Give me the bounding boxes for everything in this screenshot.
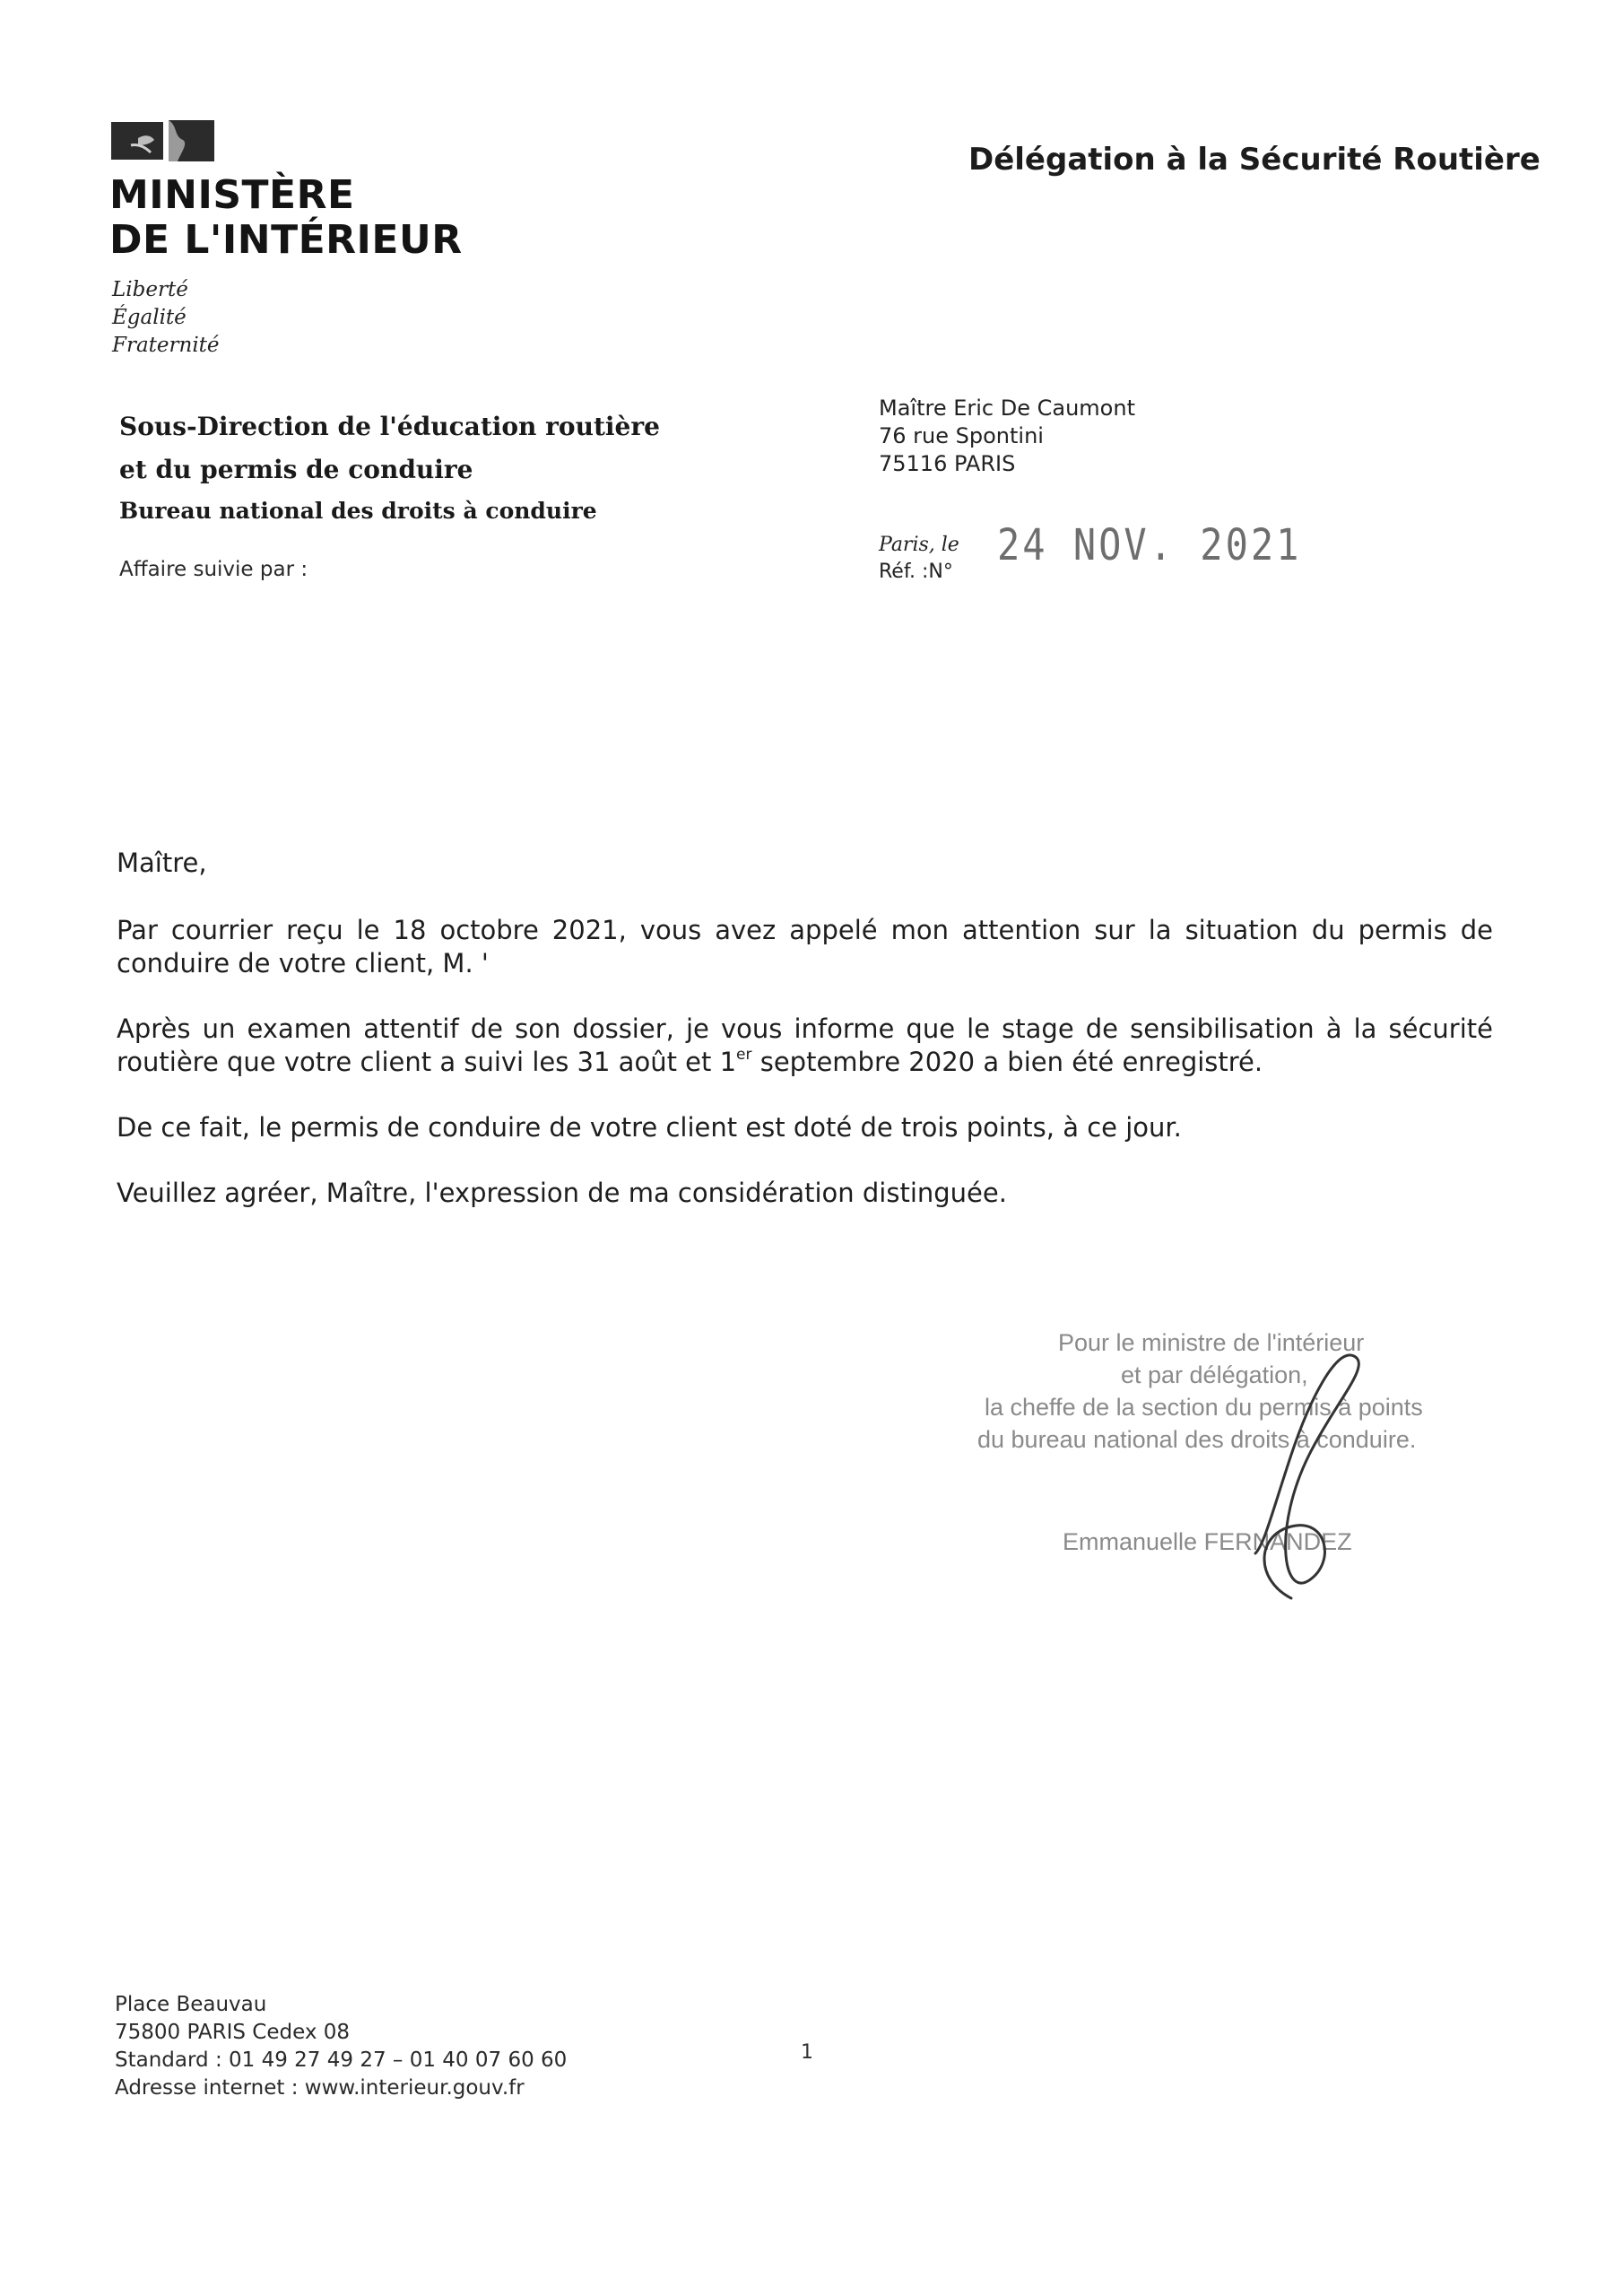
sub-direction-line2: et du permis de conduire — [119, 455, 473, 484]
republic-motto — [112, 276, 220, 360]
paragraph-2-text: Après un examen attentif de son dossier, je vous informe que le stage de sensibilisation à la sécurité routière que votre client a suivi les 31 août et 1 — [117, 1013, 1493, 1077]
sub-direction-line1: Sous-Direction de l'éducation routière — [119, 412, 660, 441]
recipient-city: 75116 PARIS — [879, 451, 1016, 476]
delegation-title: Délégation à la Sécurité Routière — [968, 142, 1541, 178]
recipient-street: 76 rue Spontini — [879, 423, 1044, 448]
paragraph-2-end: septembre 2020 a bien été enregistré. — [751, 1047, 1263, 1077]
motto-egalite: Égalité — [112, 306, 187, 329]
ministry-name — [109, 173, 463, 263]
recipient-address — [879, 395, 1135, 478]
handwritten-signature — [1237, 1347, 1381, 1616]
affaire-suivie: Affaire suivie par : — [119, 558, 308, 581]
signature-line2: et par délégation, — [1121, 1361, 1308, 1388]
signature-line1: Pour le ministre de l'intérieur — [1058, 1329, 1365, 1356]
bureau-name: Bureau national des droits à conduire — [119, 498, 597, 524]
signature-line3: la cheffe de la section du permis à points — [985, 1394, 1423, 1421]
date-stamp: 24 NOV. 2021 — [997, 519, 1302, 570]
dateline — [879, 532, 959, 586]
recipient-name: Maître Eric De Caumont — [879, 396, 1135, 421]
salutation: Maître, — [117, 848, 207, 878]
footer-line2: 75800 PARIS Cedex 08 — [115, 2021, 351, 2044]
footer-line1: Place Beauvau — [115, 1993, 267, 2016]
ministry-logo — [111, 120, 214, 161]
letter-body — [117, 847, 1493, 1242]
closing-formula: Veuillez agréer, Maître, l'expression de ma considération distinguée. — [117, 1178, 1007, 1208]
signature-line4: du bureau national des droits à conduire. — [977, 1426, 1417, 1453]
service-block — [119, 405, 660, 529]
paragraph-2 — [117, 1013, 1493, 1079]
footer-website: Adresse internet : www.interieur.gouv.fr — [115, 2076, 525, 2100]
signature-block — [968, 1329, 1506, 1625]
footer-phone: Standard : 01 49 27 49 27 – 01 40 07 60 60 — [115, 2048, 568, 2072]
ministry-name-line2: DE L'INTÉRIEUR — [109, 217, 463, 263]
motto-liberte: Liberté — [112, 278, 188, 301]
place-date-label: Paris, le — [879, 534, 959, 556]
paragraph-3: De ce fait, le permis de conduire de votre client est doté de trois points, à ce jour. — [117, 1112, 1182, 1143]
ministry-name-line1: MINISTÈRE — [109, 172, 355, 218]
ordinal-suffix: er — [736, 1046, 752, 1064]
signatory-name: Emmanuelle FERNANDEZ — [1063, 1528, 1352, 1555]
motto-fraternite: Fraternité — [112, 334, 220, 357]
paragraph-1: Par courrier reçu le 18 octobre 2021, vous avez appelé mon attention sur la situation du permis de conduire de votre client, M. ' — [117, 915, 1493, 978]
footer-address — [115, 1991, 567, 2102]
reference-label: Réf. :N° — [879, 561, 953, 583]
page-number: 1 — [801, 2041, 813, 2064]
